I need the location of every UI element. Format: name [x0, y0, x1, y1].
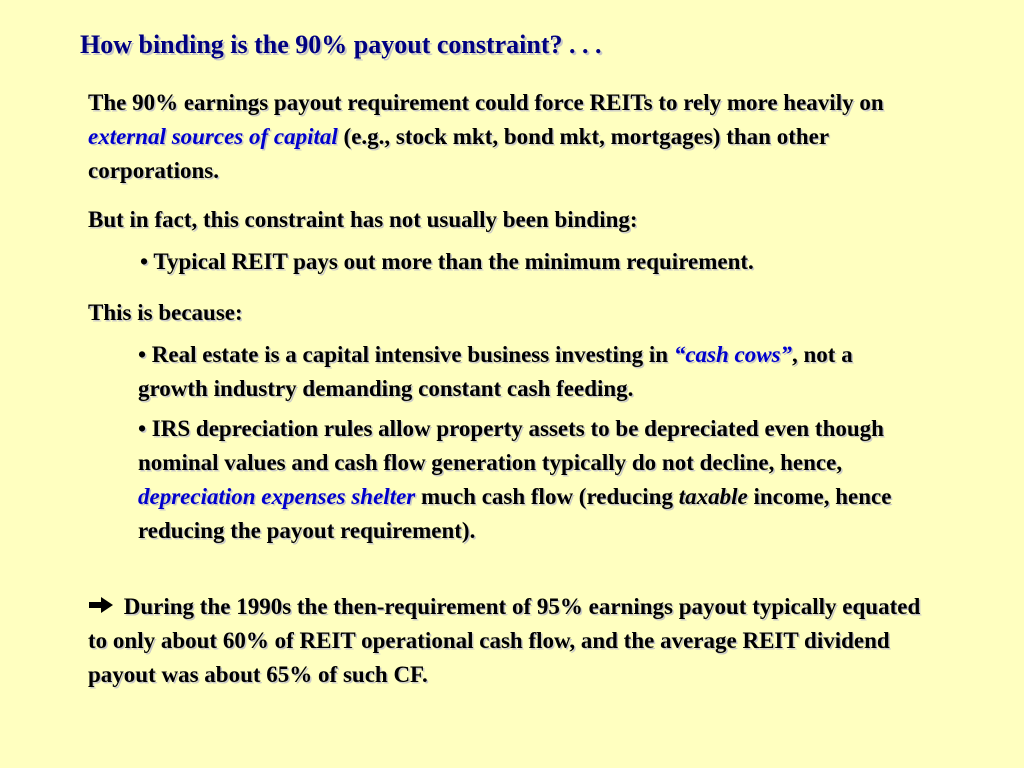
bullet-text: much cash flow (reducing: [421, 484, 673, 509]
conclusion-text: During the 1990s the then-requirement of 95% earnings payout typically equated to only about 60% of REIT operational cash flow, and the average REIT dividend payout was about 65% of such CF.: [88, 594, 921, 687]
paragraph-not-binding: But in fact, this constraint has not usually been binding:: [88, 207, 638, 232]
emphasis-cash-cows: “cash cows”: [673, 342, 793, 367]
bullet-cash-cows: [138, 338, 913, 406]
bullet-depreciation: [138, 412, 948, 548]
slide-title: How binding is the 90% payout constraint? . . .: [80, 30, 602, 59]
bullet-text: • IRS depreciation rules allow property assets to be depreciated even though nominal values and cash flow generation typically do not decline, hence,: [138, 416, 884, 475]
italic-taxable: taxable: [678, 484, 748, 509]
bullet-text: , not a growth industry demanding constant cash feeding.: [138, 342, 853, 401]
emphasis-external-sources: external sources of capital: [88, 124, 338, 149]
right-arrow-icon: [88, 590, 118, 624]
bullet-text: • Real estate is a capital intensive business investing in: [138, 342, 669, 367]
paragraph-text: (e.g., stock mkt, bond mkt, mortgages) than other corporations.: [88, 124, 829, 183]
paragraph-because: This is because:: [88, 300, 243, 325]
paragraph-text: The 90% earnings payout requirement could force REITs to rely more heavily on: [88, 90, 884, 115]
paragraph-conclusion: [88, 590, 928, 692]
emphasis-depreciation-shelter: depreciation expenses shelter: [138, 484, 416, 509]
bullet-typical-reit: • Typical REIT pays out more than the minimum requirement.: [140, 249, 754, 274]
paragraph-external-capital: [88, 86, 958, 188]
bullet-text: income, hence reducing the payout requirement).: [138, 484, 892, 543]
